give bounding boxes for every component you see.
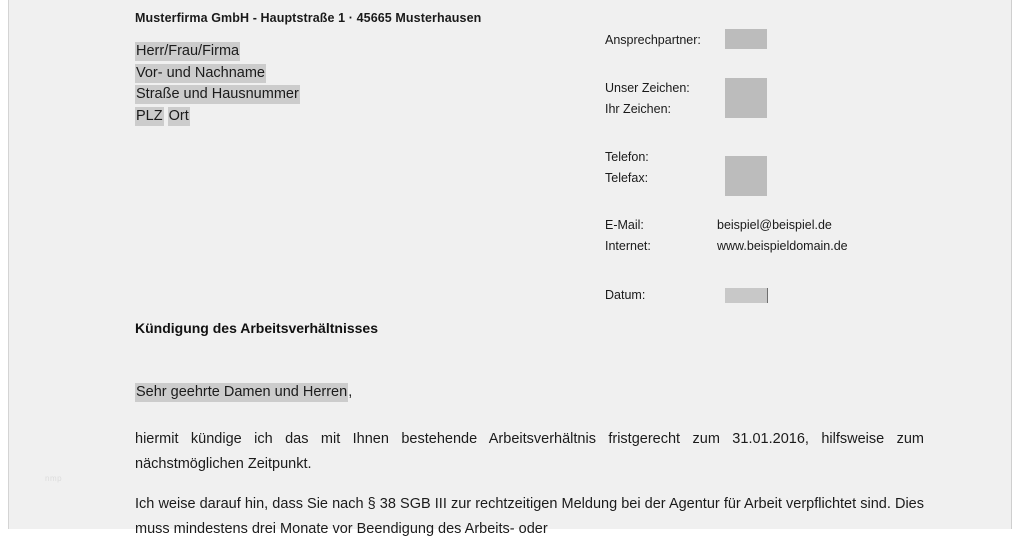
address-line-3-text: Straße und Hausnummer	[136, 86, 299, 102]
address-line-4-city: Ort	[168, 107, 189, 124]
address-line-2	[135, 63, 300, 85]
date-label: Datum:	[605, 288, 646, 302]
your-reference-row	[605, 99, 1005, 120]
phone-label: Telefon:	[605, 150, 649, 164]
page-gutter-left	[0, 0, 8, 529]
page-edge-left	[8, 0, 9, 529]
address-line-1	[135, 41, 300, 63]
letter-paragraph-2: Ich weise darauf hin, dass Sie nach § 38 SGB III zur rechtzeitigen Meldung bei der Agentur für Arbeit verpflichtet sind. Dies muss mindestens drei Monate vor Beendigung des Arbeits- oder	[135, 496, 924, 537]
sender-line: Musterfirma GmbH - Hauptstraße 1 · 45665 Musterhausen	[135, 11, 482, 25]
fax-label: Telefax:	[605, 171, 649, 185]
letter-paragraph-1: hiermit kündige ich das mit Ihnen bestehende Arbeitsverhältnis fristgerecht zum 31.01.2016, hilfsweise zum nächstmöglichen Zeitpunkt.	[135, 431, 924, 472]
your-reference-label: Ihr Zeichen:	[605, 102, 672, 116]
letter-page	[9, 0, 1012, 537]
internet-row	[605, 236, 1005, 257]
internet-value[interactable]: www.beispieldomain.de	[717, 239, 848, 253]
our-reference-label: Unser Zeichen:	[605, 81, 690, 95]
page-gutter-right	[1012, 0, 1024, 529]
phone-input[interactable]	[725, 156, 767, 196]
address-line-4-zip: PLZ	[136, 107, 163, 124]
letter-salutation	[135, 384, 352, 400]
reference-input[interactable]	[725, 78, 767, 118]
letter-info-column	[605, 30, 1005, 315]
date-group	[605, 285, 1005, 315]
page-edge-right	[1011, 0, 1012, 529]
contact-group	[605, 30, 1005, 78]
phone-row	[605, 147, 1005, 168]
fax-row	[605, 168, 1005, 189]
address-line-3	[135, 84, 300, 106]
salutation-comma: ,	[348, 384, 353, 400]
salutation-text: Sehr geehrte Damen und Herren	[136, 384, 348, 400]
recipient-address-block	[135, 41, 300, 127]
email-group	[605, 215, 1005, 263]
address-line-2-text: Vor- und Nachname	[136, 64, 265, 81]
our-reference-row	[605, 78, 1005, 99]
email-value[interactable]: beispiel@beispiel.de	[717, 218, 832, 232]
date-row	[605, 285, 1005, 306]
reference-group	[605, 78, 1005, 138]
contact-label: Ansprechpartner:	[605, 33, 701, 47]
phone-field-wrap	[725, 156, 767, 196]
date-input[interactable]	[725, 288, 768, 303]
reference-field-wrap	[725, 78, 767, 118]
contact-row	[605, 30, 1005, 51]
letter-subject: Kündigung des Arbeitsverhältnisses	[135, 320, 378, 336]
address-line-4	[135, 106, 300, 128]
email-row	[605, 215, 1005, 236]
contact-input[interactable]	[725, 29, 767, 49]
email-label: E-Mail:	[605, 218, 644, 232]
phone-group	[605, 147, 1005, 215]
address-line-1-text: Herr/Frau/Firma	[136, 43, 240, 59]
date-field-wrap	[725, 288, 768, 303]
side-note-text: nmp	[45, 474, 63, 483]
contact-field-wrap	[725, 29, 767, 49]
internet-label: Internet:	[605, 239, 651, 253]
